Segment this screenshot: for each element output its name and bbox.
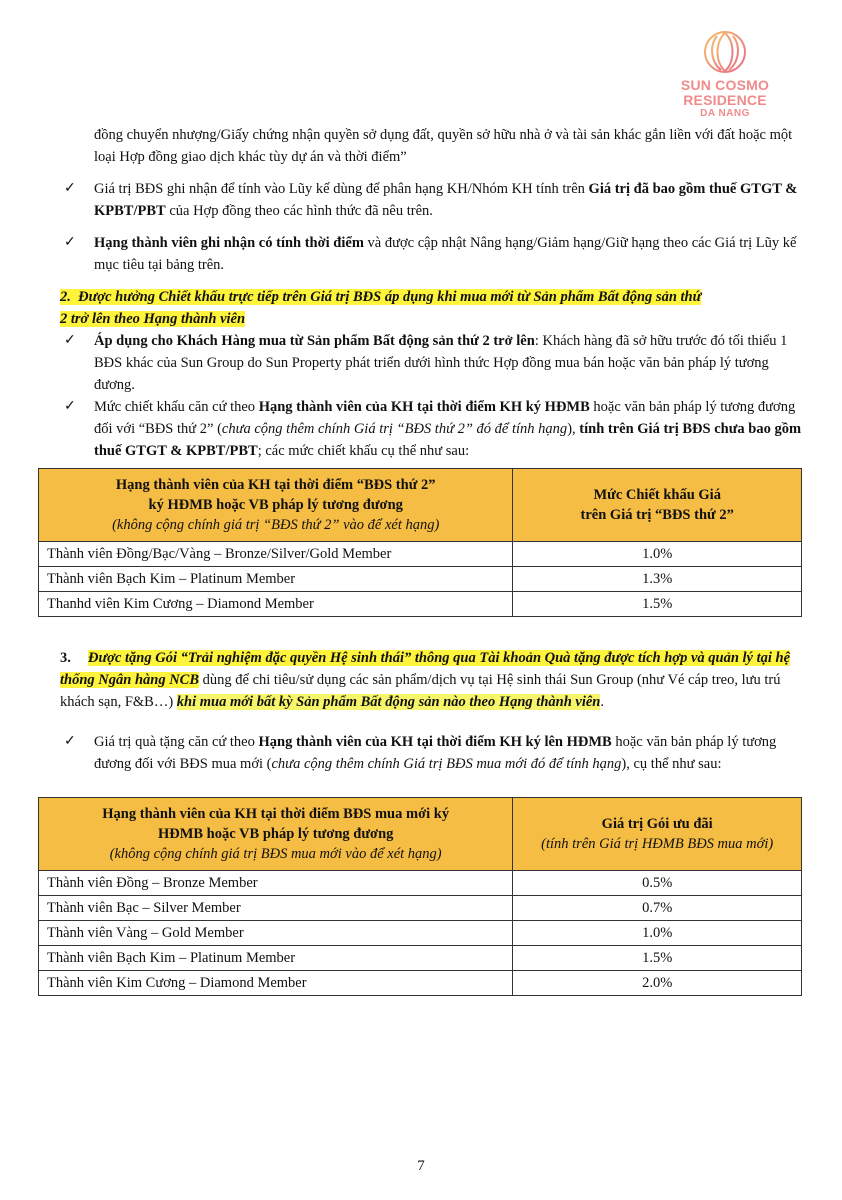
table-row (39, 971, 802, 996)
table-header-row (39, 469, 802, 542)
value-cell: 1.5% (513, 592, 802, 617)
table-header-row (39, 798, 802, 871)
checkmark-icon: ✓ (64, 399, 76, 414)
value-cell: 1.5% (513, 946, 802, 971)
value-cell: 0.7% (513, 896, 802, 921)
section-3-number: 3. (60, 650, 71, 666)
discount-table (38, 468, 802, 617)
tier-column-header: Hạng thành viên của KH tại thời điểm “BĐS thứ 2” ký HĐMB hoặc VB pháp lý tương đương (không cộng chính giá trị “BĐS thứ 2” vào để xét hạng) (39, 469, 513, 542)
table-row (39, 946, 802, 971)
value-cell: 2.0% (513, 971, 802, 996)
brand-location: DA NANG (700, 108, 750, 119)
section-2-number: 2. (60, 289, 71, 305)
table-row (39, 592, 802, 617)
section-2-bullet-2: ✓ Mức chiết khấu căn cứ theo Hạng thành viên của KH tại thời điểm KH ký HĐMB hoặc văn bản pháp lý tương đương đối với “BĐS thứ 2” (chưa cộng thêm chính Giá trị “BĐS thứ 2” đó để tính hạng), tính trên Giá trị BĐS chưa bao gồm thuế GTGT & KPBT/PBT; các mức chiết khấu cụ thể như sau: (60, 396, 810, 462)
gift-package-table (38, 797, 802, 996)
intro-bullet-1: ✓ Giá trị BĐS ghi nhận để tính vào Lũy kế dùng để phân hạng KH/Nhóm KH tính trên Giá trị đã bao gồm thuế GTGT & KPBT/PBT của Hợp đồng theo các hình thức đã nêu trên. (60, 178, 810, 222)
tier-cell: Thành viên Vàng – Gold Member (39, 921, 513, 946)
value-cell: 1.3% (513, 567, 802, 592)
tier-cell: Thanhd viên Kim Cương – Diamond Member (39, 592, 513, 617)
document-body (47, 124, 810, 996)
brand-name: SUN COSMO RESIDENCE (680, 77, 770, 108)
table-row (39, 567, 802, 592)
table-row (39, 542, 802, 567)
value-cell: 0.5% (513, 871, 802, 896)
value-cell: 1.0% (513, 921, 802, 946)
tier-cell: Thành viên Đồng/Bạc/Vàng – Bronze/Silver/Gold Member (39, 542, 513, 567)
brand-logo (640, 30, 810, 120)
section-2-heading: 2. Được hưởng Chiết khấu trực tiếp trên Giá trị BĐS áp dụng khi mua mới từ Sản phẩm Bất động sản thứ 2 trở lên theo Hạng thành viên (60, 289, 702, 327)
table-row (39, 871, 802, 896)
value-cell: 1.0% (513, 542, 802, 567)
tier-cell: Thành viên Bạc – Silver Member (39, 896, 513, 921)
checkmark-icon: ✓ (64, 235, 76, 250)
intro-continuation: đồng chuyển nhượng/Giấy chứng nhận quyền sở dụng đất, quyền sở hữu nhà ở và tài sản khác gắn liền với đất hoặc một loại Hợp đồng giao dịch khác tùy dự án và thời điểm” (94, 127, 793, 165)
section-3-bullet-1: ✓ Giá trị quà tặng căn cứ theo Hạng thành viên của KH tại thời điểm KH ký lên HĐMB hoặc văn bản pháp lý tương đương đối với BĐS mua mới (chưa cộng thêm chính Giá trị BĐS mua mới đó để tính hạng), cụ thể như sau: (60, 731, 810, 775)
section-3-paragraph: 3. Được tặng Gói “Trải nghiệm đặc quyền Hệ sinh thái” thông qua Tài khoản Quà tặng được tích hợp và quản lý tại hệ thống Ngân hàng NCB dùng để chi tiêu/sử dụng các sản phẩm/dịch vụ tại Hệ sinh thái Sun Group (như Vé cáp treo, lưu trú khách sạn, F&B…) khi mua mới bất kỳ Sản phẩm Bất động sản nào theo Hạng thành viên. (60, 647, 810, 713)
tier-cell: Thành viên Đồng – Bronze Member (39, 871, 513, 896)
tier-cell: Thành viên Kim Cương – Diamond Member (39, 971, 513, 996)
checkmark-icon: ✓ (64, 181, 76, 196)
tier-column-header: Hạng thành viên của KH tại thời điểm BĐS mua mới ký HĐMB hoặc VB pháp lý tương đương (không cộng chính giá trị BĐS mua mới vào để xét hạng) (39, 798, 513, 871)
tier-cell: Thành viên Bạch Kim – Platinum Member (39, 567, 513, 592)
discount-column-header: Mức Chiết khấu Giá trên Giá trị “BĐS thứ 2” (513, 469, 802, 542)
gift-value-column-header: Giá trị Gói ưu đãi (tính trên Giá trị HĐMB BĐS mua mới) (513, 798, 802, 871)
section-2-bullet-1: ✓ Áp dụng cho Khách Hàng mua từ Sản phẩm Bất động sản thứ 2 trở lên: Khách hàng đã sở hữu trước đó tối thiểu 1 BĐS khác của Sun Group do Sun Property phát triển dưới hình thức Hợp đồng mua bán hoặc văn bản pháp lý tương đương. (60, 330, 810, 396)
tier-cell: Thành viên Bạch Kim – Platinum Member (39, 946, 513, 971)
page-number: 7 (417, 1158, 425, 1174)
table-row (39, 921, 802, 946)
checkmark-icon: ✓ (64, 734, 76, 749)
table-row (39, 896, 802, 921)
checkmark-icon: ✓ (64, 333, 76, 348)
sun-emblem-icon (703, 30, 747, 74)
intro-bullet-2: ✓ Hạng thành viên ghi nhận có tính thời điểm và được cập nhật Nâng hạng/Giảm hạng/Giữ hạng theo các Giá trị Lũy kế mục tiêu tại bảng trên. (60, 232, 810, 276)
